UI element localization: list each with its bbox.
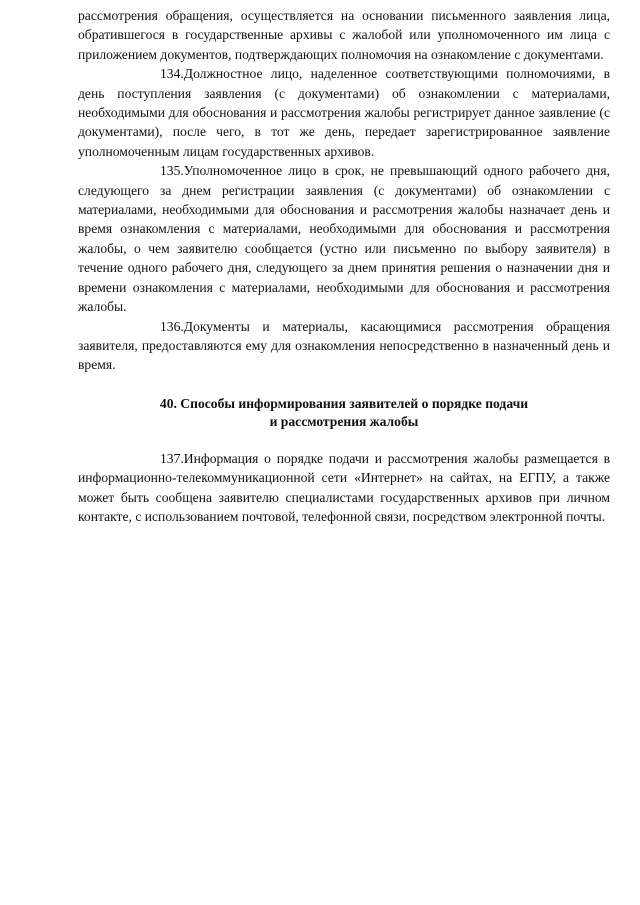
paragraph-137 (78, 449, 610, 527)
paragraph-text: Информация о порядке подачи и рассмотрения жалобы размещается в информационно-телекоммуникационной сети «Интернет» на сайтах, на ЕГПУ, а также может быть сообщена заявителю специалистами государственных архивов при личном контакте, с использованием почтовой, телефонной связи, посредством электронной почты. (78, 450, 610, 524)
paragraph-134 (78, 64, 610, 161)
paragraph-number: 135. (160, 163, 184, 179)
paragraph-text: Уполномоченное лицо в срок, не превышающий одного рабочего дня, следующего за днем регистрации заявления (с документами) об ознакомлении с материалами, необходимыми для обоснования и рассмотрения жалобы назначает день и время ознакомления с материалами, необходимыми для обоснования и рассмотрения жалобы, о чем заявителю сообщается (устно или письменно по выбору заявителя) в течение одного рабочего дня, следующего за днем принятия решения о назначении дня и времени ознакомления с материалами, необходимыми для обоснования и рассмотрения жалобы. (78, 163, 610, 315)
paragraph-text: Должностное лицо, наделенное соответствующими полномочиями, в день поступления заявления (с документами) об ознакомлении с материалами, необходимыми для обоснования и рассмотрения жалобы регистрирует данное заявление (с документами), после чего, в тот же день, передает зарегистрированное заявление уполномоченным лицам государственных архивов. (78, 66, 610, 159)
paragraph-number: 134. (160, 66, 184, 82)
document-page (78, 6, 610, 526)
paragraph-136 (78, 317, 610, 375)
paragraph-number: 137. (160, 450, 184, 466)
section-heading-line-2: и рассмотрения жалобы (269, 413, 419, 429)
section-heading-line-1: 40. Способы информирования заявителей о порядке подачи (159, 395, 529, 411)
paragraph-text: Документы и материалы, касающимися рассмотрения обращения заявителя, предоставляются ему для ознакомления непосредственно в назначенный день и время. (78, 318, 610, 373)
paragraph-135 (78, 161, 610, 316)
paragraph-number: 136. (160, 318, 184, 334)
paragraph-continuation (78, 6, 610, 64)
section-heading (78, 395, 610, 431)
paragraph-text: рассмотрения обращения, осуществляется на основании письменного заявления лица, обратившегося в государственные архивы с жалобой или уполномоченного им лица с приложением документов, подтверждающих полномочия на ознакомление с документами. (78, 8, 610, 62)
